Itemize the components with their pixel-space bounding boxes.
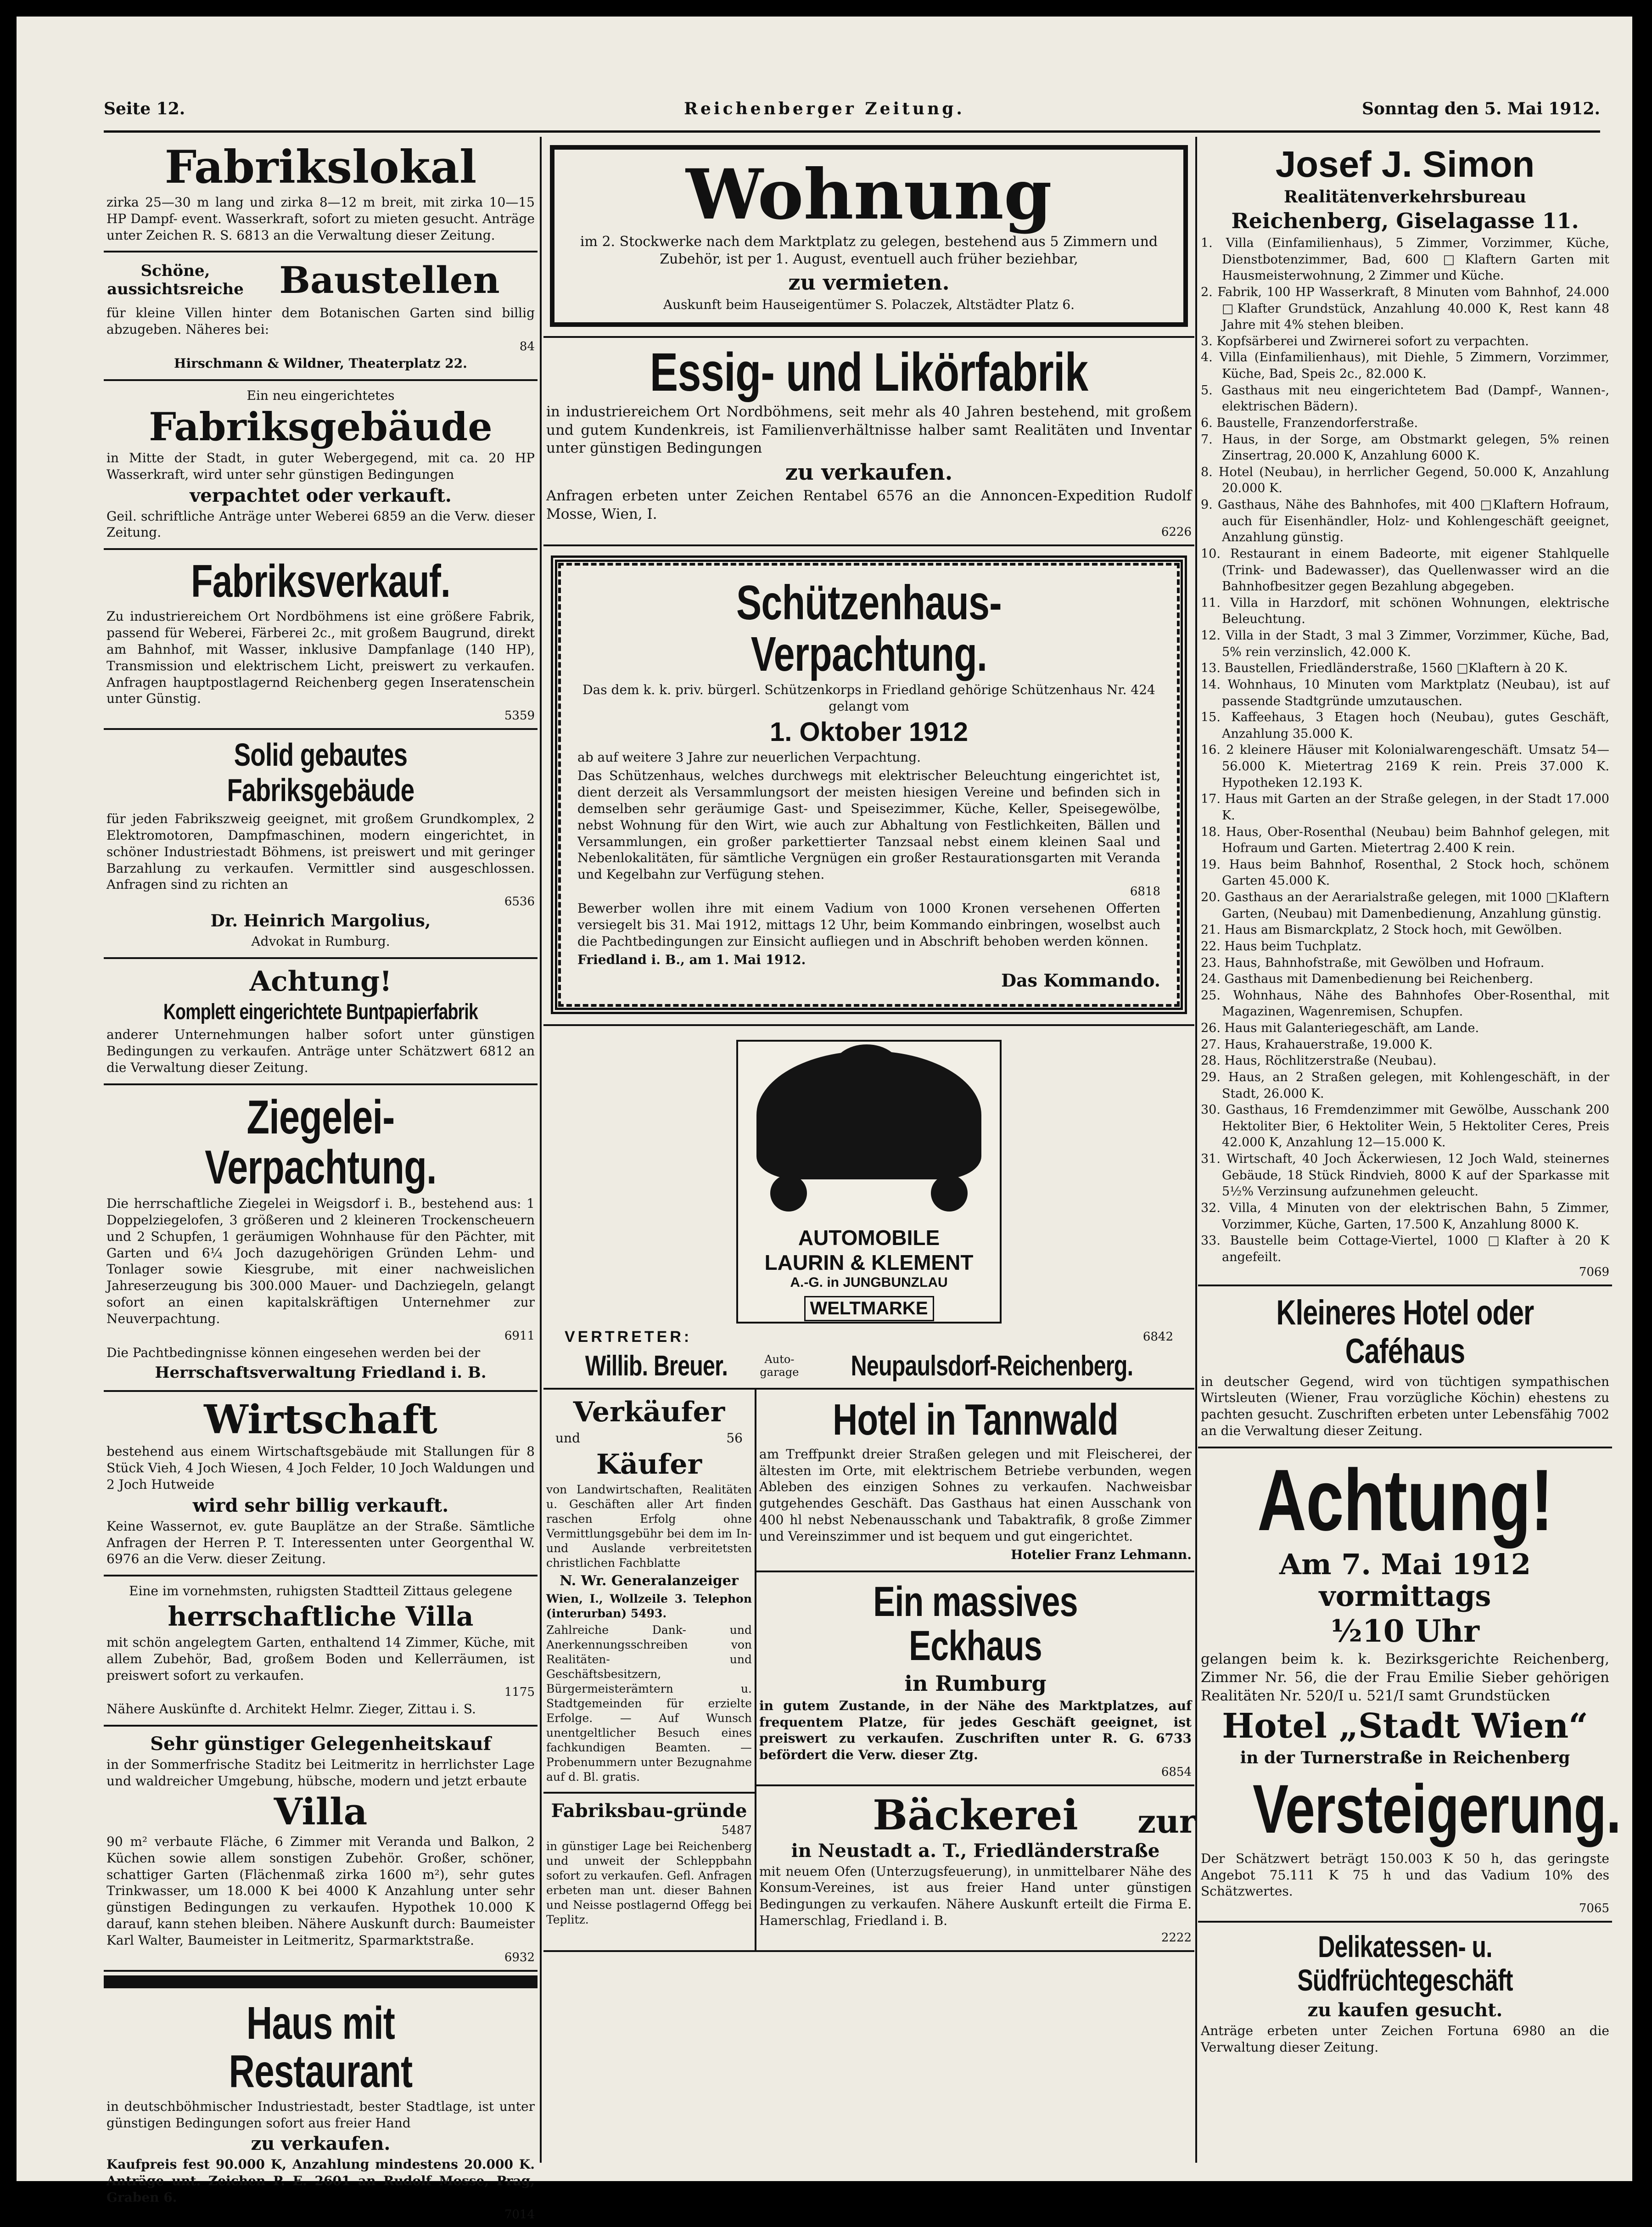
- listing-list: [1201, 235, 1609, 1265]
- ad-title: Bäckerei: [873, 1791, 1078, 1840]
- ad-number: 6536: [504, 895, 535, 909]
- ad-text: in gutem Zustande, in der Nähe des Marktplatzes, auf frequentem Platze, für jedes Geschäft geeignet, ist preiswert zu verkaufen. Zuschriften unter R. G. 6733 befördert die Verw. dieser Ztg.: [759, 1698, 1192, 1763]
- ad-title: Villa: [274, 1789, 368, 1833]
- ad-text: Zu industriereichem Ort Nordböhmens ist eine größere Fabrik, passend für Weberei, Färberei 2c., mit großem Baugrund, direkt am Bahnhof, mit Wasser, inklusive Dampfanlage (140 HP), Transmission und elektrischem Licht, preiswert zu verkaufen. Anfragen hauptpostlagernd Reichenberg gegen Inseratenschein unter Günstig.: [106, 609, 535, 707]
- ad-fabriksverkauf: [104, 550, 538, 730]
- ad-text: für kleine Villen hinter dem Botanischen Garten sind billig abzugeben. Näheres bei:: [106, 305, 535, 337]
- ad-text: von Landwirtschaften, Realitäten u. Geschäften aller Art finden raschen Erfolg ohne Vermittlungsgebühr bei dem im In- und Auslande verbreitetsten christlichen Fachblatte: [546, 1482, 752, 1570]
- ad-delikatessen: [1198, 1923, 1612, 2063]
- ad-text: zirka 25—30 m lang und zirka 8—12 m breit, mit zirka 10—15 HP Dampf- event. Wasserkraft, sofort zu mieten gesucht. Anträge unter Zeichen R. S. 6813 an die Verwaltung dieser Zeitung.: [106, 194, 535, 243]
- ad-text: für jeden Fabrikszweig geeignet, mit großem Grundkomplex, 2 Elektromotoren, Dampfmaschinen, modern eingerichtet, in schöner Industriestadt Böhmens, ist preiswert und mit geringer Barzahlung zu verkaufen. Vermittler sind ausgeschlossen. Anfragen sind zu richten an: [106, 811, 535, 892]
- ad-date: Am 7. Mai 1912 vormittags: [1279, 1548, 1531, 1613]
- listing-item: 21. Haus am Bismarckplatz, 2 Stock hoch, mit Gewölben.: [1201, 923, 1562, 937]
- header-rule: [104, 130, 1600, 133]
- listing-item: 20. Gasthaus an der Aerarialstraße gelegen, mit 1000 □Klaftern Garten, (Neubau) mit Damenbedienung, Anzahlung günstig.: [1201, 890, 1609, 921]
- ad-text: am Treffpunkt dreier Straßen gelegen und mit Fleischerei, der ältesten im Orte, mit elektrischem Betriebe verbunden, wegen Ableben des einzigen Sohnes zu verkaufen. Nachweisbar gutgehendes Geschäft. Das Gasthaus hat einen Ausschank von 400 hl nebst Nebenausschank und Tabaktrafik, 8 große Zimmer und Vereinszimmer und ist bequem und gut eingerichtet.: [759, 1446, 1192, 1544]
- ad-title: Fabrikslokal: [164, 141, 477, 194]
- ad-title: Schützenhaus-Verpachtung.: [736, 576, 1002, 681]
- ad-text: ab auf weitere 3 Jahre zur neuerlichen Verpachtung.: [577, 750, 921, 765]
- ad-signature: Das Kommando.: [1001, 970, 1160, 991]
- ad-text: mit schön angelegtem Garten, enthaltend 14 Zimmer, Küche, mit allem Zubehör, Bad, großem Boden und Kellerräumen, ist preiswert sofort zu verkaufen.: [106, 1634, 535, 1683]
- wheel-icon: [770, 1175, 807, 1212]
- ad-text: Der Schätzwert beträgt 150.003 K 50 h, das geringste Angebot 75.111 K 75 h und das Vadium 10% des Schätzwertes.: [1201, 1851, 1609, 1899]
- ad-highlight: zu kaufen gesucht.: [1307, 1999, 1503, 2021]
- ad-text: mit neuem Ofen (Unterzugsfeuerung), in unmittelbarer Nähe des Konsum-Vereines, ist aus freier Hand unter günstigen Bedingungen zu verkaufen. Nähere Auskunft erteilt die Firma E. Hamerschlag, Friedland i. B.: [759, 1863, 1192, 1929]
- ad-hotel-tannwald: [756, 1390, 1194, 1572]
- ad-number: 5487: [721, 1823, 752, 1838]
- ad-text: Bewerber wollen ihre mit einem Vadium von 1000 Kronen versehenen Offerten versiegelt bis 31. Mai 1912, mittags 12 Uhr, beim Kommando einbringen, woselbst auch die Pachtbedingungen zur Einsicht aufliegen und in Abschrift behoben werden können.: [577, 901, 1160, 949]
- listing-item: 30. Gasthaus, 16 Fremdenzimmer mit Gewölbe, Ausschank 200 Hektoliter Bier, 6 Hektoliter Wein, 5 Hektoliter Ceres, Preis 42.000 K, Anzahlung 12—15.000 K.: [1201, 1103, 1609, 1150]
- ad-title: Essig- und Likörfabrik: [650, 342, 1088, 403]
- ad-text: 90 m² verbaute Fläche, 6 Zimmer mit Veranda und Balkon, 2 Küchen sowie allem sonstigen Zubehör. Großer, schöner, schattiger Garten (Flächenmaß zirka 1600 m²), sehr gutes Trinkwasser, um 18.000 K bei 4000 K Anzahlung unter sehr günstigen Bedingungen zu verkaufen. Hypothek 10.000 K darauf, kann stehen bleiben. Nähere Auskunft durch: Baumeister Karl Walter, Baumeister in Leitmeritz, Sparmarktstraße.: [106, 1834, 535, 1948]
- ad-text: Auskunft beim Hauseigentümer S. Polaczek, Altstädter Platz 6.: [663, 297, 1075, 313]
- ad-number: 6818: [1130, 885, 1160, 899]
- ad-kicker: Schöne,: [140, 262, 210, 280]
- ad-automobile: [543, 1026, 1194, 1390]
- ad-paper: N. Wr. Generalanzeiger: [560, 1572, 739, 1589]
- listing-item: 14. Wohnhaus, 10 Minuten vom Marktplatz (Neubau), ist auf passende Stadtgründe umzutauschen.: [1201, 677, 1609, 708]
- listing-item: 16. 2 kleinere Häuser mit Kolonialwarengeschäft. Umsatz 54—56.000 K. Mietertrag 2169 K rein. Preis 37.000 K. Hypotheken 12.193 K.: [1201, 743, 1609, 790]
- listing-item: 22. Haus beim Tuchplatz.: [1201, 939, 1362, 954]
- automobile-illustration: [736, 1040, 1002, 1324]
- ad-address: Reichenberg, Giselagasse 11.: [1231, 208, 1579, 233]
- ad-zur: zur: [1137, 1802, 1196, 1840]
- column-center: [543, 137, 1194, 2163]
- ad-title: herrschaftliche Villa: [168, 1601, 474, 1632]
- ad-title: Verkäufer: [573, 1396, 725, 1428]
- ad-text: in deutscher Gegend, wird von tüchtigen sympathischen Wirtsleuten (Wiener, Frau vorzügliche Köchin) ehestens zu pachten gesucht. Zuschriften erbeten unter Lebensfähig 7002 an die Verwaltung dieser Zeitung.: [1201, 1374, 1609, 1439]
- brand-line: A.-G. in JUNGBUNZLAU: [790, 1274, 948, 1290]
- ad-buntpapierfabrik: [104, 959, 538, 1085]
- ad-text: in deutschböhmischer Industriestadt, bester Stadtlage, ist unter günstigen Bedingungen sofort aus freier Hand: [106, 2098, 535, 2131]
- ad-highlight: zu verkaufen.: [785, 460, 953, 486]
- ad-text: Anträge erbeten unter Zeichen Fortuna 6980 an die Verwaltung dieser Zeitung.: [1201, 2023, 1609, 2055]
- left-subcolumn: [543, 1390, 756, 1950]
- ad-text: Die Pachtbedingnisse können eingesehen werden bei der: [106, 1345, 481, 1360]
- ad-number: 2222: [1161, 1930, 1192, 1945]
- page-number: Seite 12.: [104, 99, 185, 118]
- ad-number: 6842: [1142, 1330, 1173, 1344]
- lower-center-split: [543, 1390, 1194, 1952]
- listing-item: 29. Haus, an 2 Straßen gelegen, mit Kohlengeschäft, in der Stadt, 26.000 K.: [1201, 1070, 1609, 1101]
- ad-number: 6911: [504, 1329, 535, 1343]
- ad-signature: Hotelier Franz Lehmann.: [1011, 1547, 1192, 1562]
- wheel-icon: [931, 1175, 968, 1212]
- listing-item: 19. Haus beim Bahnhof, Rosenthal, 2 Stock hoch, schönem Garten 45.000 K.: [1201, 857, 1609, 888]
- ad-number: 56: [726, 1430, 743, 1446]
- newspaper-page: [17, 17, 1632, 2221]
- column-divider: [1195, 137, 1197, 2163]
- listing-item: 24. Gasthaus mit Damenbedienung bei Reichenberg.: [1201, 972, 1534, 987]
- ad-title: Solid gebautes Fabriksgebäude: [227, 737, 414, 808]
- ad-connector: und: [555, 1430, 580, 1446]
- ad-text: in günstiger Lage bei Reichenberg und unweit der Schleppbahn sofort zu verkaufen. Gefl. Anfragen erbeten man unt. dieser Bahnen und Neisse postlagernd Offegg bei Teplitz.: [546, 1840, 752, 1927]
- ad-kicker: Sehr günstiger Gelegenheitskauf: [150, 1733, 491, 1755]
- ad-ziegelei: [104, 1085, 538, 1392]
- black-bar: [104, 1975, 538, 1988]
- ad-title: Josef J. Simon: [1275, 144, 1535, 185]
- ad-address: Wien, I., Wollzeile 3. Telephon (interurban) 5493.: [546, 1592, 752, 1621]
- ad-text: im 2. Stockwerke nach dem Marktplatz zu gelegen, bestehend aus 5 Zimmern und Zubehör, ist per 1. August, eventuell auch früher beziehbar,: [580, 233, 1158, 267]
- ad-signature: Herrschaftsverwaltung Friedland i. B.: [155, 1363, 487, 1382]
- listing-item: 9. Gasthaus, Nähe des Bahnhofes, mit 400 □Klaftern Hofraum, auch für Eisenhändler, Holz- und Kohlengeschäft geeignet, Anzahlung günstig.: [1201, 498, 1609, 545]
- ad-title: Baustellen: [279, 258, 500, 302]
- ad-text: in industriereichem Ort Nordböhmens, seit mehr als 40 Jahren bestehend, mit großem und gutem Kundenkreis, ist Familienverhältnisse halber samt Realitäten und Inventar unter günstigen Bedingungen: [546, 404, 1192, 457]
- right-subcolumn: [756, 1390, 1194, 1950]
- ad-title: Ziegelei-Verpachtung.: [205, 1090, 437, 1194]
- ad-time: ½10 Uhr: [1331, 1613, 1479, 1649]
- vertreter-label: VERTRETER:: [565, 1328, 692, 1346]
- ad-title: Fabriksbau-gründe: [551, 1800, 747, 1822]
- listing-item: 28. Haus, Röchlitzerstraße (Neubau).: [1201, 1054, 1437, 1068]
- listing-item: 13. Baustellen, Friedländerstraße, 1560 □Klaftern à 20 K.: [1201, 661, 1568, 676]
- ad-number: 6932: [504, 1950, 535, 1964]
- ad-highlight: verpachtet oder verkauft.: [190, 484, 452, 506]
- ad-subtitle: Komplett eingerichtete Buntpapierfabrik: [163, 1000, 478, 1025]
- listing-item: 12. Villa in der Stadt, 3 mal 3 Zimmer, Vorzimmer, Küche, Bad, 5% rein verzinslich, 42.000 K.: [1201, 628, 1609, 659]
- ad-title: Ein massives Eckhaus: [873, 1578, 1078, 1670]
- ad-number: 7065: [1579, 1902, 1609, 1916]
- ad-highlight: wird sehr billig verkauft.: [192, 1494, 449, 1516]
- dealer-name: Willib. Breuer.: [585, 1350, 728, 1382]
- ad-wohnung: [543, 137, 1194, 338]
- ad-number: 7014: [504, 2207, 535, 2221]
- ad-title: Wirtschaft: [204, 1397, 437, 1443]
- ad-essig-likoerfabrik: [543, 338, 1194, 546]
- ad-fabriksbaugruende: [543, 1794, 755, 1935]
- ad-text: gelangen beim k. k. Bezirksgerichte Reichenberg, Zimmer Nr. 56, die der Frau Emilie Sieber gehörigen Realitäten Nr. 520/I u. 521/I samt Grundstücken: [1201, 1651, 1609, 1704]
- ad-title: Hotel in Tannwald: [833, 1395, 1118, 1444]
- listing-item: 25. Wohnhaus, Nähe des Bahnhofes Ober-Rosenthal, mit Magazinen, Wagenremisen, Schupfen.: [1201, 988, 1609, 1019]
- listing-item: 11. Villa in Harzdorf, mit schönen Wohnungen, elektrische Beleuchtung.: [1201, 595, 1609, 627]
- brand-block: [738, 1225, 1000, 1321]
- ad-subtitle: in Rumburg: [904, 1671, 1047, 1696]
- listing-item: 23. Haus, Bahnhofstraße, mit Gewölben und Hofraum.: [1201, 955, 1545, 970]
- listing-item: 31. Wirtschaft, 40 Joch Äckerwiesen, 12 Joch Wald, steinernes Gebäude, 18 Stück Rindvieh, 8000 K auf der Sparkasse mit 5½% Verzinsung aufzunehmen geleucht.: [1201, 1152, 1609, 1199]
- ad-contact: Hirschmann & Wildner, Theaterplatz 22.: [174, 356, 467, 371]
- ad-place: Friedland i. B., am 1. Mai 1912.: [577, 952, 806, 967]
- dealer-garage: Auto-garage: [760, 1353, 799, 1379]
- ad-villa-staditz: [104, 1727, 538, 1971]
- ad-contact: Dr. Heinrich Margolius,: [210, 911, 431, 931]
- listing-item: 5. Gasthaus mit neu eingerichtetem Bad (Dampf-, Wannen-, elektrischen Bädern).: [1201, 383, 1609, 414]
- ad-subtitle: in Neustadt a. T., Friedländerstraße: [791, 1840, 1160, 1862]
- listing-item: 4. Villa (Einfamilienhaus), mit Diehle, 5 Zimmern, Vorzimmer, Küche, Bad, Speis 2c., 82.000 K.: [1201, 350, 1609, 381]
- ad-text: Nähere Auskünfte d. Architekt Helmr. Zieger, Zittau i. S.: [106, 1701, 476, 1717]
- ad-title: Kleineres Hotel oder Caféhaus: [1276, 1293, 1534, 1371]
- ad-kicker: aussichtsreiche: [107, 280, 244, 299]
- ad-kicker: Eine im vornehmsten, ruhigsten Stadtteil Zittaus gelegene: [129, 1583, 512, 1599]
- ad-hotel: Hotel „Stadt Wien“: [1222, 1706, 1588, 1746]
- ad-wirtschaft: [104, 1392, 538, 1576]
- listing-item: 15. Kaffeehaus, 3 Etagen hoch (Neubau), gutes Geschäft, Anzahlung 35.000 K.: [1201, 710, 1609, 741]
- listing-item: 18. Haus, Ober-Rosenthal (Neubau) beim Bahnhof gelegen, mit Hofraum und Garten. Mietertrag 2.400 K rein.: [1201, 825, 1609, 856]
- ad-date: 1. Oktober 1912: [770, 717, 968, 747]
- ad-text: Kaufpreis fest 90.000 K, Anzahlung mindestens 20.000 K. Anträge unt. Zeichen P. E. 2601 an Rudolf Mosse, Prag, Graben 6.: [106, 2157, 535, 2205]
- ad-eckhaus: [756, 1572, 1194, 1787]
- listing-item: 6. Baustelle, Franzendorferstraße.: [1201, 415, 1418, 430]
- ad-text: anderer Unternehmungen halber sofort unter günstigen Bedingungen zu verkaufen. Anträge unter Schätzwert 6812 an die Verwaltung dieser Zeitung.: [106, 1027, 535, 1075]
- listing-item: 32. Villa, 4 Minuten von der elektrischen Bahn, 5 Zimmer, Vorzimmer, Küche, Garten, 17.500 K, Anzahlung 8000 K.: [1201, 1200, 1609, 1232]
- column-divider: [540, 137, 542, 2163]
- ad-herrschaftliche-villa: [104, 1576, 538, 1727]
- ad-title: Haus mit Restaurant: [229, 1997, 413, 2097]
- ad-schuetzenhaus: [543, 546, 1194, 1026]
- ad-title: Käufer: [596, 1448, 702, 1481]
- dealer-place: Neupaulsdorf-Reichenberg.: [851, 1350, 1133, 1382]
- ad-title: Wohnung: [686, 154, 1052, 235]
- driver-figure: [832, 1044, 901, 1095]
- ad-verkaeufer-kaeufer: [543, 1390, 755, 1794]
- masthead: Reichenberger Zeitung.: [684, 99, 965, 118]
- brand-line: LAURIN & KLEMENT: [764, 1250, 974, 1274]
- ad-title: Achtung!: [1257, 1451, 1553, 1549]
- ad-subtitle: Realitätenverkehrsbureau: [1284, 187, 1526, 207]
- ad-number: 84: [519, 340, 535, 354]
- ad-number: 5359: [504, 709, 535, 723]
- ad-text: Die herrschaftliche Ziegelei in Weigsdorf i. B., bestehend aus: 1 Doppelziegelofen, 3 größeren und 2 kleineren Trockenscheuern und 2 Schupfen, 1 geräumigen Wohnhause für den Pächter, mit Garten und 6¼ Joch dazugehörigen Gründen Lehm- und Tonlager sowie Kiesgrube, mit einer nachweislichen Jahreserzeugung bis 300.000 Mauer- und Dachziegeln, gelangt sofort an einen kapitalskräftigen Unternehmer zur Neuverpachtung.: [106, 1196, 535, 1326]
- ad-baustellen: [104, 252, 538, 381]
- ad-haus-mit-restaurant: [104, 1992, 538, 2227]
- ad-street: in der Turnerstraße in Reichenberg: [1240, 1748, 1570, 1767]
- frame: [551, 555, 1187, 1014]
- listing-item: 17. Haus mit Garten an der Straße gelegen, in der Stadt 17.000 K.: [1201, 792, 1609, 823]
- ad-title: Achtung!: [249, 965, 392, 998]
- ad-highlight: zu vermieten.: [788, 270, 950, 295]
- ad-title: Delikatessen- u. Südfrüchtegeschäft: [1297, 1930, 1513, 1997]
- listing-item: 7. Haus, in der Sorge, am Obstmarkt gelegen, 5% reinen Zinsertrag, 20.000 K, Anzahlung 6000 K.: [1201, 432, 1609, 463]
- ad-title: Fabriksverkauf.: [191, 555, 450, 607]
- ad-contact-sub: Advokat in Rumburg.: [251, 934, 390, 949]
- frame: [550, 145, 1188, 327]
- ad-title: Versteigerung.: [1252, 1770, 1621, 1847]
- listing-item: 26. Haus mit Galanteriegeschäft, am Lande.: [1201, 1021, 1479, 1035]
- ad-text: Zahlreiche Dank- und Anerkennungsschreiben von Realitäten- und Geschäftsbesitzern, Bürgermeisterämtern u. Stadtgemeinden für erzielte Erfolge. — Auf Wunsch unentgeltlicher Besuch eines fachkundigen Beamten. — Probenummern unter Bezugnahme auf d. Bl. gratis.: [546, 1623, 752, 1784]
- ad-solid-fabriksgebaeude: [104, 730, 538, 959]
- ad-cafehaus: [1198, 1286, 1612, 1448]
- column-left: [104, 137, 538, 2221]
- ad-fabrikslokal: [104, 137, 538, 252]
- listing-item: 10. Restaurant in einem Badeorte, mit eigener Stahlquelle (Trink- und Badewasser), das Quellenwasser wird an die Bahnhofbesitzer gegen Bezahlung abgegeben.: [1201, 546, 1609, 594]
- ad-kicker: Ein neu eingerichtetes: [246, 387, 395, 403]
- ad-number: 7069: [1579, 1265, 1609, 1279]
- ad-text: Geil. schriftliche Anträge unter Weberei 6859 an die Verw. dieser Zeitung.: [106, 508, 535, 540]
- listing-item: 8. Hotel (Neubau), in herrlicher Gegend, 50.000 K, Anzahlung 20.000 K.: [1201, 465, 1609, 496]
- ad-text: Das Schützenhaus, welches durchwegs mit elektrischer Beleuchtung eingerichtet ist, dient derzeit als Versammlungsort der meisten hiesigen Vereine und befinden sich in demselben sehr geräumige Gast- und Speisezimmer, Küche, Keller, Speisegewölbe, nebst Wohnung für den Wirt, wie auch zur Abhaltung von Festlichkeiten, Bällen und Versammlungen, ein großer parkettierter Tanzsaal nebst einem kleinen Saal und Nebenlokalitäten, für sämtliche Vergnügen ein großer Restaurationsgarten mit Veranda und Kegelbahn zur Verfügung stehen.: [577, 768, 1160, 882]
- ad-text: Das dem k. k. priv. bürgerl. Schützenkorps in Friedland gehörige Schützenhaus Nr. 424 gelangt vom: [582, 682, 1155, 714]
- listing-item: 1. Villa (Einfamilienhaus), 5 Zimmer, Vorzimmer, Küche, Dienstbotenzimmer, Bad, 600 □Klaftern Garten mit Hausmeisterwohnung, 2 Zimmer und Küche.: [1201, 236, 1609, 283]
- ad-baeckerei: [756, 1786, 1194, 1950]
- ad-text: bestehend aus einem Wirtschaftsgebäude mit Stallungen für 8 Stück Vieh, 4 Joch Wiesen, 4 Joch Felder, 10 Joch Waldungen und 2 Joch Hutweide: [106, 1444, 535, 1492]
- ad-number: 6226: [1161, 525, 1192, 539]
- ad-josef-simon: [1198, 137, 1612, 1286]
- issue-date: Sonntag den 5. Mai 1912.: [1361, 99, 1600, 118]
- listing-item: 27. Haus, Krahauerstraße, 19.000 K.: [1201, 1037, 1433, 1052]
- listing-item: 2. Fabrik, 100 HP Wasserkraft, 8 Minuten vom Bahnhof, 24.000 □Klafter Grundstück, Anzahlung 40.000 K, Rest kann 48 Jahre mit 4% stehen bleiben.: [1201, 285, 1609, 332]
- ad-text: Anfragen erbeten unter Zeichen Rentabel 6576 an die Annoncen-Expedition Rudolf Mosse, Wien, I.: [546, 488, 1192, 522]
- ad-fabriksgebaeude: [104, 381, 538, 550]
- ad-text: in Mitte der Stadt, in guter Webergegend, mit ca. 20 HP Wasserkraft, wird unter sehr günstigen Bedingungen: [106, 450, 535, 482]
- listing-item: 3. Kopfsärberei und Zwirnerei sofort zu verpachten.: [1201, 334, 1529, 348]
- brand-badge: WELTMARKE: [804, 1296, 934, 1321]
- ad-highlight: zu verkaufen.: [251, 2133, 391, 2155]
- ad-text: in der Sommerfrische Staditz bei Leitmeritz in herrlichster Lage und waldreicher Umgebung, hübsche, modern und jetzt erbaute: [106, 1757, 535, 1789]
- brand-line: AUTOMOBILE: [798, 1225, 940, 1250]
- listing-item: 33. Baustelle beim Cottage-Viertel, 1000 □Klafter à 20 K angefeilt.: [1201, 1234, 1609, 1264]
- ad-number: 1175: [504, 1685, 535, 1700]
- ad-text: Keine Wassernot, ev. gute Bauplätze an der Straße. Sämtliche Anfragen der Herren P. T. Interessenten unter Georgenthal W. 6976 an die Verw. dieser Zeitung.: [106, 1518, 535, 1567]
- ad-number: 6854: [1161, 1765, 1192, 1779]
- ad-title: Fabriksgebäude: [149, 404, 493, 449]
